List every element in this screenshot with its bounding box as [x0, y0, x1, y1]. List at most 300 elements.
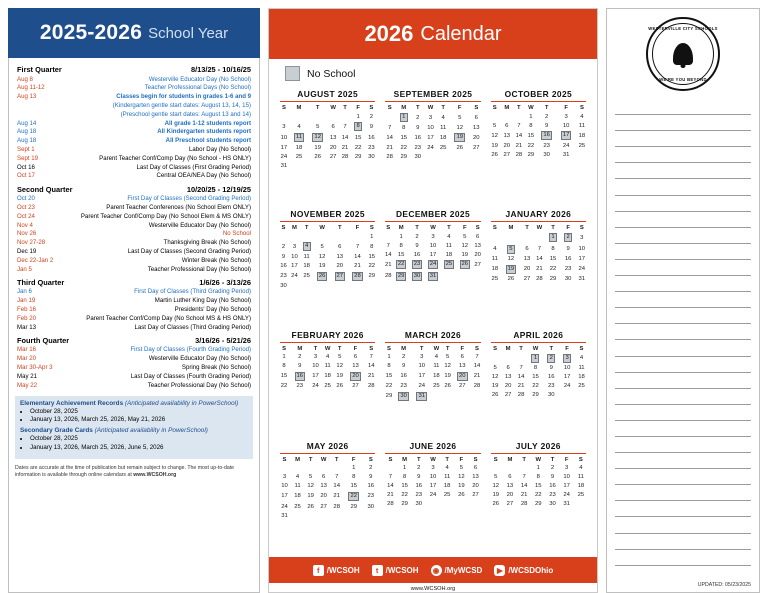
- day-cell: 21: [387, 492, 394, 499]
- day-number: 5: [507, 245, 515, 254]
- event-row: [15, 305, 253, 314]
- weekday-header: T: [519, 345, 523, 352]
- week-row: [278, 121, 377, 132]
- weekday-header: T: [415, 225, 419, 232]
- no-school-day: [453, 371, 471, 382]
- weekday-header: T: [544, 105, 549, 111]
- weekday-header-row: [383, 224, 482, 232]
- day-cell: 15: [350, 483, 358, 490]
- weekday-header: S: [282, 345, 286, 352]
- week-row: [278, 161, 377, 170]
- day-cell: 23: [368, 144, 375, 151]
- month-title: AUGUST 2025: [297, 89, 359, 99]
- month-title: APRIL 2026: [513, 329, 564, 340]
- day-cell: 23: [280, 273, 287, 280]
- day-cell: 31: [578, 276, 586, 283]
- month-rule: [280, 101, 375, 102]
- day-cell: 3: [431, 465, 435, 472]
- quarter-dates: 1/6/26 - 3/13/26: [199, 277, 251, 287]
- instagram-icon[interactable]: ◉: [431, 565, 442, 576]
- quarter-dates: 10/20/25 - 12/19/25: [186, 184, 251, 194]
- day-number: 31: [429, 272, 437, 279]
- day-number: 22: [350, 492, 358, 499]
- day-number: 16: [296, 372, 304, 379]
- empty-day: [503, 464, 517, 473]
- event-label: Classes begin for students in grades 1-6 and 9: [116, 93, 251, 101]
- note-line: [615, 147, 751, 163]
- no-school-day: [396, 112, 411, 123]
- day-cell: 1: [356, 113, 360, 120]
- no-school-day: [290, 371, 309, 382]
- day-cell: 29: [549, 276, 557, 283]
- day-cell: 25: [577, 492, 585, 499]
- event-label: Parent Teacher Conf/Comp Day (No School MS & HS ONLY): [86, 314, 251, 322]
- day-cell: 12: [461, 242, 469, 249]
- social-link[interactable]: [313, 565, 360, 576]
- records-heading-text: Elementary Achievement Records: [20, 399, 125, 407]
- weekday-header: S: [474, 105, 479, 111]
- no-school-day: [313, 270, 331, 281]
- quarter-dates: 3/16/26 - 5/21/26: [195, 335, 251, 345]
- event-row: [15, 346, 253, 355]
- school-year-title: 2025-2026: [39, 21, 143, 44]
- month-table: [383, 104, 482, 161]
- no-school-day: [537, 130, 556, 141]
- month-title: OCTOBER 2025: [504, 89, 573, 99]
- event-date: Dec 22-Jan 2: [17, 256, 54, 264]
- month-cell: [486, 328, 591, 439]
- weekday-header: F: [353, 345, 358, 352]
- day-cell: 28: [367, 383, 375, 390]
- week-row: [278, 491, 377, 502]
- empty-day: [383, 464, 397, 473]
- no-school-day: [393, 270, 409, 281]
- day-cell: 22: [280, 383, 288, 390]
- day-cell: 3: [565, 465, 569, 472]
- day-cell: 22: [354, 144, 362, 151]
- month-cell: [380, 87, 485, 207]
- day-cell: 11: [491, 256, 498, 263]
- empty-day: [426, 500, 440, 509]
- day-cell: 12: [492, 483, 500, 490]
- no-school-swatch: [285, 66, 300, 81]
- event-label: First Day of Classes (Third Grading Period): [134, 288, 251, 296]
- day-cell: 19: [458, 483, 465, 490]
- weekday-header: S: [282, 456, 287, 463]
- event-date: Oct 16: [17, 163, 35, 171]
- weekday-header: W: [536, 225, 543, 232]
- day-cell: 20: [504, 383, 512, 390]
- empty-day: [383, 232, 393, 241]
- event-label: Teacher Professional Days (No School): [144, 84, 251, 92]
- empty-day: [278, 112, 290, 121]
- day-cell: 17: [429, 251, 437, 258]
- month-cell: [275, 87, 380, 207]
- weekday-header: S: [281, 105, 286, 111]
- event-row: [15, 372, 253, 381]
- day-cell: 15: [397, 251, 405, 258]
- day-cell: 29: [354, 153, 362, 160]
- empty-day: [291, 464, 304, 473]
- day-cell: 14: [367, 363, 375, 370]
- day-cell: 9: [417, 474, 421, 481]
- empty-day: [289, 232, 300, 241]
- day-cell: 7: [388, 124, 392, 131]
- note-line: [615, 550, 751, 566]
- youtube-icon[interactable]: ▶: [494, 565, 505, 576]
- day-cell: 23: [415, 492, 423, 499]
- empty-day: [349, 282, 367, 291]
- social-link[interactable]: [372, 565, 419, 576]
- day-cell: 29: [400, 153, 408, 160]
- week-row: [489, 112, 588, 121]
- weekday-header: W: [528, 105, 534, 111]
- note-line: [615, 501, 751, 517]
- empty-day: [489, 353, 502, 364]
- quarter-header: [15, 334, 253, 346]
- event-date: Feb 20: [17, 314, 36, 322]
- month-rule: [280, 221, 375, 222]
- weekday-header: T: [441, 105, 445, 111]
- day-cell: 25: [303, 273, 310, 280]
- day-cell: 11: [444, 474, 451, 481]
- month-cell: [380, 439, 485, 557]
- weekday-header: T: [551, 225, 555, 232]
- day-cell: 23: [296, 383, 304, 390]
- day-cell: 14: [333, 483, 340, 490]
- month-cell: [486, 87, 591, 207]
- day-cell: 20: [506, 492, 514, 499]
- event-row: [15, 145, 253, 154]
- week-row: [383, 473, 482, 482]
- day-cell: 20: [503, 142, 511, 149]
- day-cell: 3: [420, 354, 424, 361]
- twitter-icon[interactable]: t: [372, 565, 383, 576]
- event-row: [15, 163, 253, 172]
- day-cell: 19: [461, 251, 469, 258]
- day-cell: 25: [578, 142, 586, 149]
- weekday-header: S: [578, 456, 583, 463]
- week-row: [489, 150, 588, 159]
- month-table: [278, 456, 377, 520]
- empty-day: [383, 112, 396, 123]
- day-cell: 2: [401, 354, 406, 361]
- day-cell: 18: [443, 483, 451, 490]
- social-link[interactable]: [494, 565, 553, 576]
- event-date: Jan 19: [17, 297, 36, 305]
- no-school-day: [413, 391, 431, 402]
- day-cell: 30: [548, 392, 555, 399]
- weekday-header: M: [296, 105, 302, 111]
- week-row: [383, 371, 482, 382]
- day-cell: 29: [368, 273, 376, 280]
- empty-day: [431, 391, 442, 402]
- legend-label: No School: [307, 67, 356, 80]
- weekday-header: F: [564, 456, 569, 463]
- month-rule: [280, 342, 375, 343]
- week-row: [278, 282, 377, 291]
- day-cell: 5: [493, 122, 497, 129]
- day-cell: 3: [282, 123, 286, 130]
- month-title: MAY 2026: [306, 440, 349, 451]
- seal-inner-ring: [652, 23, 714, 85]
- empty-day: [308, 161, 327, 170]
- day-cell: 20: [320, 493, 327, 500]
- quarter-block: [15, 183, 253, 274]
- week-row: [489, 391, 588, 400]
- week-row: [383, 250, 482, 259]
- weekday-header: W: [430, 225, 436, 232]
- day-cell: 10: [291, 253, 298, 260]
- social-handle: /WCSOH: [326, 565, 360, 575]
- event-date: Aug 11-12: [17, 84, 45, 92]
- no-school-day: [308, 132, 327, 143]
- quarter-header: [15, 276, 253, 288]
- month-title: NOVEMBER 2025: [290, 209, 365, 220]
- event-row: [15, 75, 253, 84]
- weekday-header: T: [343, 105, 347, 111]
- day-cell: 14: [354, 253, 361, 260]
- social-handle: /MyWCSD: [444, 565, 483, 575]
- day-cell: 15: [368, 253, 376, 260]
- event-date: Sept 19: [17, 154, 39, 162]
- day-cell: 4: [295, 474, 300, 481]
- day-cell: 22: [385, 383, 393, 390]
- month-rule: [280, 453, 375, 454]
- note-line: [615, 115, 751, 131]
- note-line: [615, 163, 751, 179]
- event-date: Oct 20: [17, 195, 35, 203]
- week-row: [278, 353, 377, 362]
- day-cell: 24: [578, 266, 586, 273]
- week-row: [489, 473, 588, 482]
- day-cell: 2: [550, 465, 555, 472]
- weekday-header: S: [281, 225, 286, 232]
- day-cell: 16: [413, 251, 421, 258]
- day-cell: 1: [387, 354, 391, 361]
- disclaimer: [15, 465, 253, 479]
- day-cell: 4: [297, 123, 301, 130]
- week-row: [489, 121, 588, 130]
- day-cell: 28: [387, 501, 394, 508]
- event-date: Mar 16: [17, 346, 36, 354]
- event-date: Mar 30-Apr 3: [17, 363, 53, 371]
- weekday-header-row: [278, 345, 377, 353]
- empty-day: [308, 112, 327, 121]
- day-cell: 5: [338, 354, 342, 361]
- week-row: [278, 232, 377, 241]
- day-cell: 10: [281, 483, 288, 490]
- day-cell: 31: [281, 512, 288, 519]
- day-cell: 22: [549, 266, 557, 273]
- day-cell: 7: [335, 474, 339, 481]
- quarter-block: [15, 334, 253, 390]
- note-line: [615, 260, 751, 276]
- week-row: [383, 464, 482, 473]
- event-date: Aug 14: [17, 119, 37, 127]
- empty-day: [468, 500, 482, 509]
- day-cell: 26: [491, 392, 499, 399]
- day-cell: 13: [473, 124, 480, 131]
- day-number: 29: [397, 272, 405, 279]
- day-cell: 28: [473, 383, 481, 390]
- no-school-day: [457, 259, 473, 270]
- week-row: [489, 382, 588, 391]
- event-row: [15, 84, 253, 93]
- event-label: Last Day of Classes (Second Grading Period): [127, 247, 251, 255]
- day-cell: 9: [549, 365, 553, 372]
- event-row: [15, 203, 253, 212]
- day-cell: 3: [313, 354, 318, 361]
- note-line: [615, 405, 751, 421]
- quarter-events-table: [15, 195, 253, 274]
- day-cell: 8: [551, 246, 555, 253]
- weekday-header: S: [492, 105, 497, 111]
- empty-day: [489, 464, 503, 473]
- empty-day: [343, 511, 364, 520]
- empty-day: [454, 500, 468, 509]
- day-cell: 18: [491, 266, 499, 273]
- day-cell: 21: [520, 492, 528, 499]
- month-table: [489, 104, 588, 159]
- day-cell: 15: [400, 134, 408, 141]
- day-cell: 21: [367, 373, 375, 380]
- weekday-header: T: [315, 105, 320, 111]
- empty-day: [278, 464, 291, 473]
- week-row: [489, 141, 588, 150]
- note-line: [615, 196, 751, 212]
- weekday-header: S: [369, 105, 374, 111]
- empty-day: [473, 270, 483, 281]
- day-number: 16: [543, 132, 550, 139]
- day-cell: 7: [386, 242, 390, 249]
- week-row: [489, 491, 588, 500]
- note-line: [615, 340, 751, 356]
- day-cell: 8: [402, 474, 407, 481]
- no-school-day: [559, 353, 575, 364]
- no-school-day: [561, 232, 576, 243]
- empty-day: [559, 391, 575, 400]
- day-cell: 2: [298, 354, 302, 361]
- social-bar: [269, 557, 597, 583]
- week-row: [383, 362, 482, 371]
- quarter-name: Second Quarter: [17, 184, 73, 194]
- month-title: JANUARY 2026: [505, 209, 572, 220]
- month-rule: [491, 221, 586, 222]
- day-cell: 19: [491, 142, 498, 149]
- month-title: JUNE 2026: [409, 440, 457, 451]
- day-cell: 27: [459, 383, 466, 390]
- day-cell: 12: [491, 132, 498, 139]
- day-cell: 13: [506, 483, 514, 490]
- week-row: [383, 232, 482, 241]
- facebook-icon[interactable]: f: [313, 565, 324, 576]
- day-cell: 29: [527, 151, 535, 158]
- no-school-day: [425, 259, 441, 270]
- day-cell: 24: [563, 492, 570, 499]
- day-cell: 17: [563, 374, 571, 381]
- weekday-header: T: [337, 345, 342, 352]
- day-cell: 10: [280, 134, 288, 141]
- day-cell: 12: [444, 363, 451, 370]
- weekday-header: M: [505, 345, 511, 352]
- day-cell: 15: [549, 256, 557, 263]
- records-heading: [20, 400, 248, 407]
- no-school-day: [556, 130, 575, 141]
- event-date: Feb 16: [17, 305, 36, 313]
- event-row: [15, 137, 253, 146]
- day-cell: 13: [474, 242, 481, 249]
- empty-day: [331, 232, 349, 241]
- day-cell: 30: [415, 501, 423, 508]
- day-number: 27: [336, 272, 344, 279]
- day-cell: 15: [527, 132, 535, 139]
- day-cell: 13: [320, 483, 327, 490]
- weekday-header: M: [507, 456, 513, 463]
- day-cell: 1: [402, 465, 407, 472]
- weekday-header-row: [383, 456, 482, 464]
- event-label: Labor Day (No School): [189, 145, 251, 153]
- day-cell: 19: [307, 493, 314, 500]
- week-row: [383, 132, 482, 143]
- event-label: Central OEA/NEA Day (No School): [156, 172, 251, 180]
- weekday-header-row: [383, 345, 482, 353]
- day-cell: 21: [333, 493, 340, 500]
- note-line: [615, 373, 751, 389]
- day-cell: 26: [314, 153, 321, 160]
- day-cell: 9: [416, 124, 420, 131]
- event-date: [15, 110, 59, 119]
- day-cell: 24: [291, 273, 298, 280]
- day-cell: 20: [473, 134, 480, 141]
- month-cell: [275, 439, 380, 557]
- day-cell: 27: [504, 392, 512, 399]
- day-cell: 28: [341, 153, 349, 160]
- day-cell: 16: [367, 483, 375, 490]
- day-cell: 27: [503, 151, 511, 158]
- day-cell: 20: [472, 483, 479, 490]
- day-cell: 2: [415, 233, 419, 240]
- social-link[interactable]: [431, 565, 483, 576]
- week-row: [489, 353, 588, 364]
- weekday-header: F: [351, 456, 356, 463]
- day-cell: 31: [562, 151, 570, 158]
- empty-day: [501, 232, 521, 243]
- day-cell: 16: [400, 373, 407, 380]
- day-cell: 11: [578, 122, 585, 129]
- day-cell: 24: [281, 503, 288, 510]
- weekday-header-row: [278, 104, 377, 112]
- weekday-header: W: [324, 345, 331, 352]
- day-cell: 14: [341, 134, 349, 141]
- day-cell: 16: [549, 483, 556, 490]
- day-cell: 4: [325, 354, 330, 361]
- day-cell: 2: [416, 114, 420, 121]
- day-cell: 21: [354, 262, 361, 269]
- day-number: 17: [562, 132, 570, 139]
- day-cell: 12: [491, 374, 499, 381]
- month-grid: [269, 87, 597, 557]
- event-date: Oct 17: [17, 172, 35, 180]
- day-cell: 1: [536, 465, 540, 472]
- empty-day: [441, 270, 457, 281]
- day-number: 26: [318, 272, 326, 279]
- day-cell: 10: [312, 363, 319, 370]
- day-cell: 25: [294, 503, 301, 510]
- day-cell: 4: [579, 465, 583, 472]
- day-cell: 26: [507, 276, 515, 283]
- week-row: [278, 132, 377, 143]
